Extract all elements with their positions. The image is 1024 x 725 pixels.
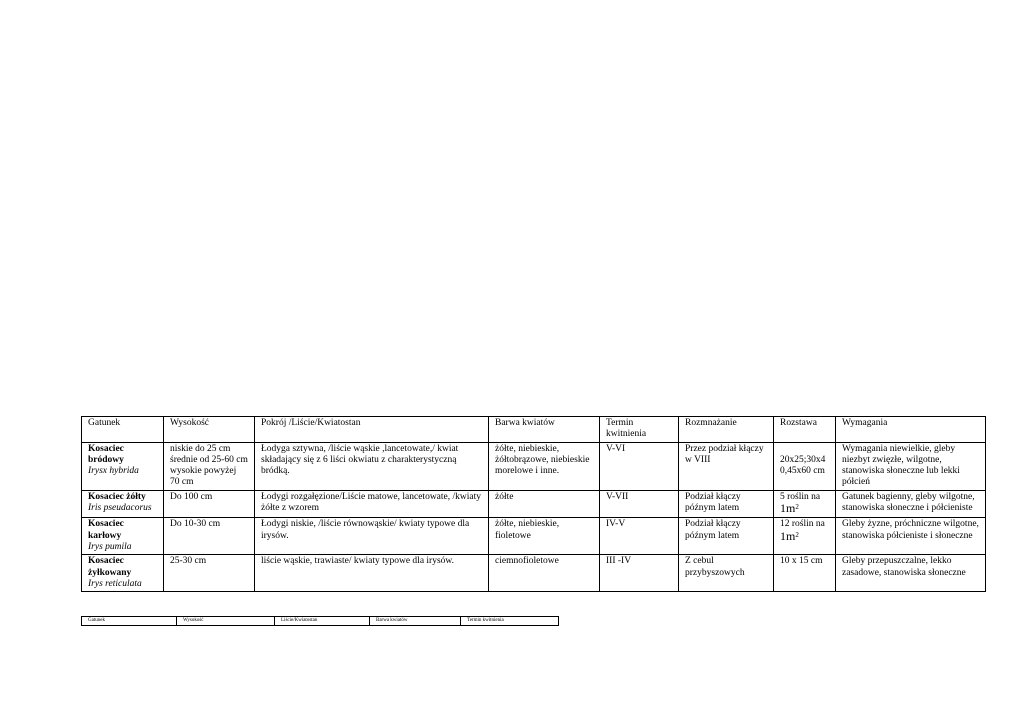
propagation-cell: Podział kłączy późnym latem [679, 518, 774, 555]
header-cell: Liście/Kwiatostan [275, 617, 370, 626]
species-latin-name: Iris pseudacorus [88, 503, 152, 514]
height-cell [164, 442, 255, 490]
spacing-line: 0,45x60 cm [780, 466, 825, 477]
flower-color-cell: żółte, niebieskie, fioletowe [489, 518, 600, 555]
species-latin-name: Irys reticulata [88, 578, 142, 589]
bloom-cell: V-VI [600, 442, 679, 490]
header-cell: Termin kwitnienia [461, 617, 559, 626]
spacing-cell [774, 490, 836, 518]
flower-color-cell: żółte [489, 490, 600, 518]
species-name: Kosaciec karłowy [88, 519, 124, 541]
header-cell: Rozmnażanie [679, 417, 774, 443]
propagation-cell: Przez podział kłączy w VIII [679, 442, 774, 490]
header-cell: Termin kwitnienia [600, 417, 679, 443]
requirements-cell: Gatunek bagienny, gleby wilgotne, stanowiska słoneczne i półcieniste [836, 490, 986, 518]
area-unit-base: 1m [780, 501, 796, 516]
height-line: średnie od 25-60 cm [170, 454, 248, 465]
species-cell [82, 442, 164, 490]
area-unit-exponent: 2 [795, 503, 799, 512]
form-cell: liście wąskie, trawiaste/ kwiaty typowe dla irysów. [255, 555, 489, 592]
form-cell: Łodygi niskie, /liście równowąskie/ kwiaty typowe dla irysów. [255, 518, 489, 555]
header-cell: Barwa kwiatów [370, 617, 461, 626]
spacing-cell [774, 442, 836, 490]
height-line: niskie do 25 cm [170, 443, 231, 454]
spacing-line: 5 roślin na [780, 491, 821, 502]
height-cell: 25-30 cm [164, 555, 255, 592]
table-header-row [82, 417, 986, 443]
spacing-line: 20x25;30x4 [780, 454, 826, 465]
table-header-row [82, 617, 559, 626]
requirements-cell: Wymagania niewielkie, gleby niezbyt zwięzłe, wilgotne, stanowiska słoneczne lub lekki półcień [836, 442, 986, 490]
header-cell: Wymagania [836, 417, 986, 443]
flower-color-cell: ciemnofioletowe [489, 555, 600, 592]
species-cell [82, 555, 164, 592]
table-row [82, 555, 986, 592]
spacing-line: 12 roślin na [780, 519, 825, 530]
area-unit [780, 501, 799, 515]
form-cell: Łodyga sztywna, /liście wąskie ,lancetowate,/ kwiat składający się z 6 liści okwiatu z charakterystyczną bródką. [255, 442, 489, 490]
species-cell [82, 490, 164, 518]
height-cell: Do 100 cm [164, 490, 255, 518]
header-cell: Wysokość [177, 617, 275, 626]
area-unit-base: 1m [780, 528, 796, 543]
propagation-cell: Z cebul przybyszowych [679, 555, 774, 592]
empty-template-table [81, 616, 559, 626]
species-name: Kosaciec bródowy [88, 443, 124, 465]
species-name: Kosaciec żyłkowany [88, 556, 132, 578]
header-cell: Gatunek [82, 617, 177, 626]
header-cell: Rozstawa [774, 417, 836, 443]
iris-species-table [81, 416, 986, 592]
form-cell: Łodygi rozgałęzione/Liście matowe, lancetowate, /kwiaty żółte z wzorem [255, 490, 489, 518]
header-cell: Barwa kwiatów [489, 417, 600, 443]
height-cell: Do 10-30 cm [164, 518, 255, 555]
spacing-cell: 10 x 15 cm [774, 555, 836, 592]
species-cell [82, 518, 164, 555]
table-row [82, 518, 986, 555]
requirements-cell: Gleby przepuszczalne, lekko zasadowe, stanowiska słoneczne [836, 555, 986, 592]
area-unit-exponent: 2 [795, 530, 799, 539]
header-cell: Wysokość [164, 417, 255, 443]
table-row [82, 442, 986, 490]
requirements-cell: Gleby żyzne, próchniczne wilgotne, stanowiska półcieniste i słoneczne [836, 518, 986, 555]
table-row [82, 490, 986, 518]
flower-color-cell: żółte, niebieskie, żółtobrązowe, niebieskie morelowe i inne. [489, 442, 600, 490]
species-name: Kosaciec żółty [88, 491, 146, 502]
propagation-cell: Podział kłączy późnym latem [679, 490, 774, 518]
bloom-cell: III -IV [600, 555, 679, 592]
header-cell: Pokrój /Liście/Kwiatostan [255, 417, 489, 443]
header-cell: Gatunek [82, 417, 164, 443]
bloom-cell: IV-V [600, 518, 679, 555]
bloom-cell: V-VII [600, 490, 679, 518]
height-line: wysokie powyżej 70 cm [170, 466, 237, 488]
area-unit [780, 529, 799, 543]
species-latin-name: Irys pumila [88, 541, 132, 552]
spacing-cell [774, 518, 836, 555]
species-latin-name: Irysx hybrida [88, 466, 139, 477]
